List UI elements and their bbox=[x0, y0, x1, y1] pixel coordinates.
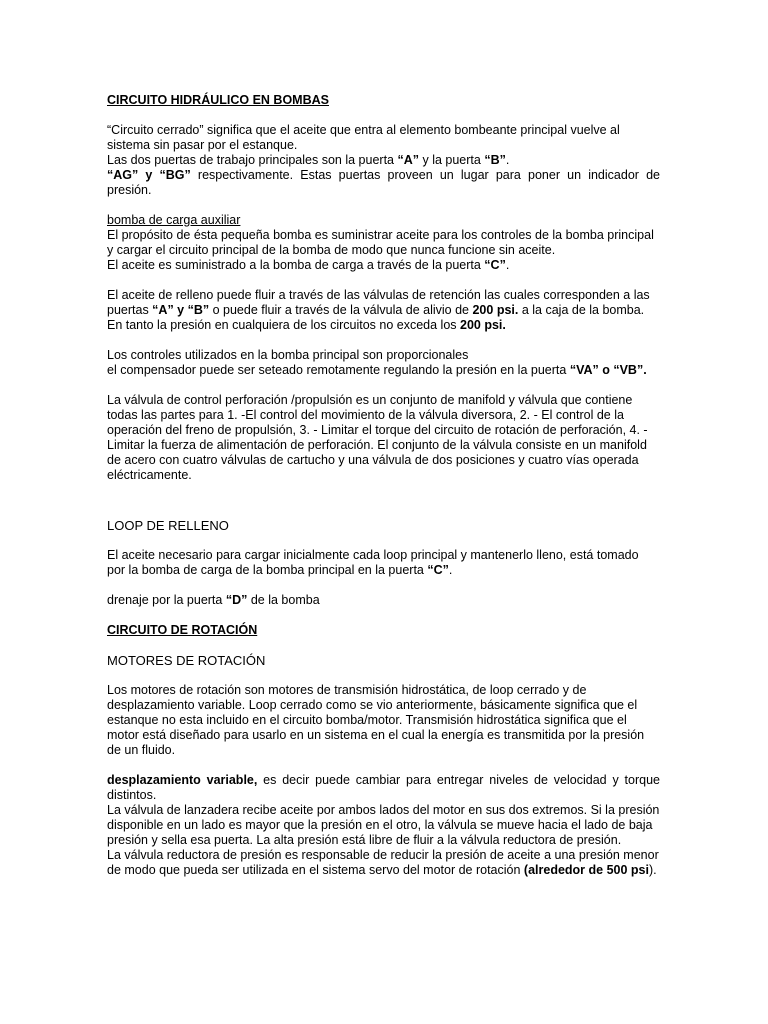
compensator-text: el compensador puede ser seteado remotamente regulando la presión en la puerta “VA” o “VB”. bbox=[107, 363, 647, 377]
loop-section bbox=[107, 518, 660, 608]
loop-text: El aceite necesario para cargar inicialmente cada loop principal y mantenerlo lleno, está tomado por la bomba de carga de la bomba principal en la puerta “C”. bbox=[107, 548, 639, 577]
variable-displacement-text: desplazamiento variable, es decir puede cambiar para entregar niveles de velocidad y torque distintos. bbox=[107, 773, 660, 802]
gauge-ports-text: “AG” y “BG” respectivamente. Estas puertas proveen un lugar para poner un indicador de presión. bbox=[107, 168, 660, 197]
aux-pump-section bbox=[107, 213, 660, 273]
closed-circuit-text: “Circuito cerrado” significa que el aceite que entra al elemento bombeante principal vuelve al sistema sin pasar por el estanque. bbox=[107, 123, 620, 152]
fill-oil-text: El aceite de relleno puede fluir a través de las válvulas de retención las cuales corresponden a las puertas “A” y “B” o puede fluir a través de la válvula de alivio de 200 psi. a la caja de la bomba. En tanto la presión en cualquiera de los circuitos no exceda los 200 psi. bbox=[107, 288, 650, 332]
reducer-valve-text: La válvula reductora de presión es responsable de reducir la presión de aceite a una presión menor de modo que pueda ser utilizada en el sistema servo del motor de rotación (alrededor de 500 psi). bbox=[107, 848, 659, 877]
rotation-text: Los motores de rotación son motores de transmisión hidrostática, de loop cerrado y de desplazamiento variable. Loop cerrado como se vio anteriormente, básicamente significa que el estanque no esta incluido en el circuito bomba/motor. Transmisión hidrostática significa que el motor está diseñado para usarlo en un sistema en el cual la energía es transmitida por la presión de un fluido. bbox=[107, 683, 645, 757]
work-ports-text: Las dos puertas de trabajo principales son la puerta “A” y la puerta “B”. bbox=[107, 153, 510, 167]
aux-pump-port-text: El aceite es suministrado a la bomba de carga a través de la puerta “C”. bbox=[107, 258, 510, 272]
shuttle-valve-text: La válvula de lanzadera recibe aceite por ambos lados del motor en sus dos extremos. Si la presión disponible en un lado es mayor que la presión en el otro, la válvula se mueve hacia el lado de baja presión y sella esa puerta. La alta presión está libre de fluir a la válvula reductora de presión. bbox=[107, 803, 660, 847]
controls-text: Los controles utilizados en la bomba principal son proporcionales bbox=[107, 348, 469, 362]
aux-pump-heading: bomba de carga auxiliar bbox=[107, 213, 241, 227]
aux-pump-text: El propósito de ésta pequeña bomba es suministrar aceite para los controles de la bomba principal y cargar el circuito principal de la bomba de modo que nunca funcione sin aceite. bbox=[107, 228, 654, 257]
rotation-title: CIRCUITO DE ROTACIÓN bbox=[107, 623, 258, 637]
loop-heading: LOOP DE RELLENO bbox=[107, 518, 229, 533]
rotation-section bbox=[107, 623, 660, 878]
controls-section bbox=[107, 348, 660, 378]
control-valve-text: La válvula de control perforación /propulsión es un conjunto de manifold y válvula que contiene todas las partes para 1. -El control del movimiento de la válvula diversora, 2. - El control de la operación del freno de propulsión, 3. - Limitar el torque del circuito de rotación de perforación, 4. - Limitar la fuerza de alimentación de perforación. El conjunto de la válvula consiste en un manifold de acero con cuatro válvulas de cartucho y una válvula de dos posiciones y cuatro vías operada eléctricamente. bbox=[107, 393, 648, 482]
closed-circuit-section bbox=[107, 123, 660, 198]
page-title: CIRCUITO HIDRÁULICO EN BOMBAS bbox=[107, 93, 329, 107]
rotation-heading: MOTORES DE ROTACIÓN bbox=[107, 653, 266, 668]
document-page bbox=[107, 93, 660, 878]
drain-text: drenaje por la puerta “D” de la bomba bbox=[107, 593, 320, 607]
